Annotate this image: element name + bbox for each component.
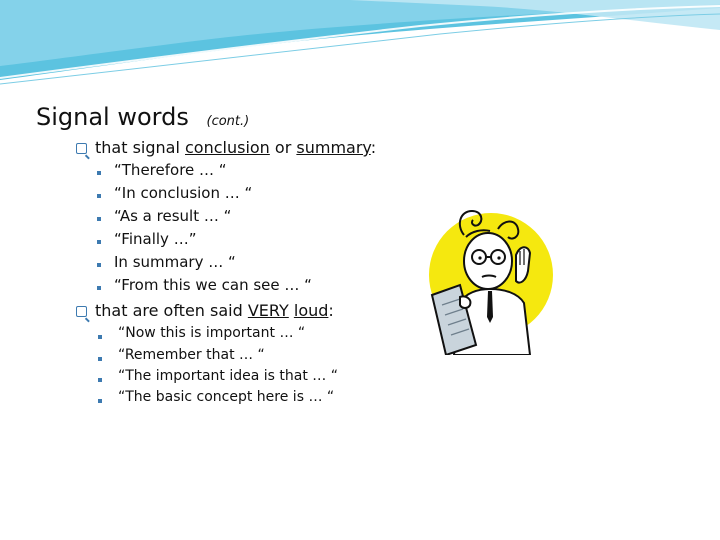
list-item: “From this we can see … “ [114, 276, 312, 294]
list-item: “In conclusion … “ [114, 184, 253, 202]
section1-suffix: : [370, 138, 377, 157]
list-item: In summary … “ [114, 253, 236, 271]
section1-term2: summary [296, 138, 371, 157]
square-bullet-icon [97, 263, 101, 267]
square-bullet-icon [98, 335, 102, 339]
square-bullet-icon [97, 194, 101, 198]
square-bullet-icon [98, 399, 102, 403]
section-conclusion-heading [76, 138, 376, 157]
list-item: “Now this is important … “ [118, 325, 306, 341]
section1-term1: conclusion [185, 138, 270, 157]
title-main: Signal words [36, 103, 189, 131]
section2-suffix: : [328, 301, 334, 320]
list-item: “Remember that … “ [118, 347, 265, 363]
slide-title [36, 103, 249, 131]
section2-term2: loud [293, 301, 329, 320]
section2-term1: VERY [247, 301, 289, 320]
square-bullet-icon [98, 378, 102, 382]
header-banner [0, 0, 720, 90]
list-item: “Finally …” [114, 230, 197, 248]
square-bullet-icon [97, 171, 101, 175]
list-item: “As a result … “ [114, 207, 232, 225]
square-bullet-icon [97, 286, 101, 290]
list-item: “The basic concept here is … “ [118, 389, 335, 405]
square-bullet-icon [97, 217, 101, 221]
q-bullet-icon [76, 143, 87, 154]
list-item: “Therefore … “ [114, 161, 227, 179]
list-item: “The important idea is that … “ [118, 368, 338, 384]
section1-mid: or [269, 138, 297, 157]
q-bullet-icon [76, 306, 87, 317]
square-bullet-icon [97, 240, 101, 244]
title-cont: (cont.) [206, 114, 250, 129]
section1-prefix: that signal [95, 138, 185, 157]
square-bullet-icon [98, 357, 102, 361]
section2-prefix: that are often said [95, 301, 248, 320]
section-loud-heading [76, 301, 334, 320]
presenter-clipart-icon [420, 205, 560, 355]
